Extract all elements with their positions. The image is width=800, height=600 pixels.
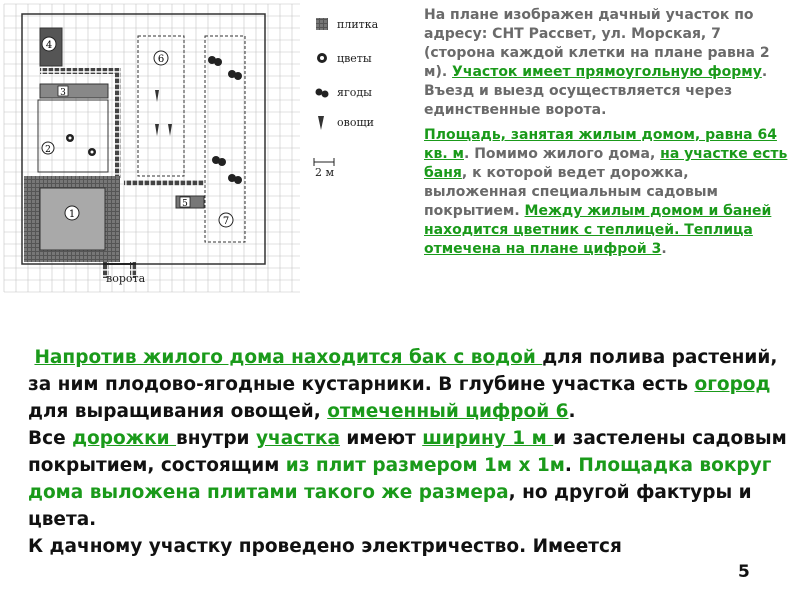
label-6: 6 (157, 54, 165, 65)
page-number: 5 (738, 562, 750, 582)
legend (314, 18, 379, 179)
label-2: 2 (45, 145, 51, 155)
label-3: 3 (60, 88, 66, 98)
legend-scale-label: 2 м (315, 166, 335, 179)
description-paragraph-2: Площадь, занятая жилым домом, равна 64 кв. м. Помимо жилого дома, на участке есть баня, к которой ведет дорожка, выложенная специальным садовым покрытием. Между жилым домом и баней находится цветник с теплицей. Теплица отмечена на плане цифрой 3. (424, 127, 788, 257)
path-right (124, 180, 204, 186)
label-7: 7 (222, 216, 230, 227)
legend-tile-icon (316, 18, 328, 30)
legend-berry-icon (316, 89, 329, 98)
label-4: 4 (45, 40, 53, 51)
main-paragraph: Напротив жилого дома находится бак с водой для полива растений, за ним плодово-ягодные кустарники. В глубине участка есть огород для выращивания овощей, отмеченный цифрой 6. Все дорожки внутри участка имеют ширину 1 м и застелены садовым покрытием, состоящим из плит размером 1м х 1м. Площадка вокруг дома выложена плитами такого же размера, но другой фактуры и цвета. К дачному участку проведено электричество. Имеется (28, 347, 787, 557)
legend-tile-label: плитка (337, 18, 379, 31)
gate-label: ворота (106, 272, 146, 285)
flower-icon (66, 134, 96, 156)
plot-plan (0, 0, 420, 300)
legend-vegetable-icon (318, 116, 324, 130)
legend-berries-label: ягоды (337, 86, 372, 99)
vegetable-icon (155, 90, 172, 136)
legend-flowers-label: цветы (337, 52, 372, 65)
description-paragraph-1: На плане изображен дачный участок по адресу: СНТ Рассвет, ул. Морская, 7 (сторона каждой клетки на плане равна 2 м). Участок имеет прямоугольную форму. Въезд и выезд осуществляется через единственные ворота. (424, 7, 770, 118)
berry-icon (208, 56, 242, 184)
greenhouse (40, 84, 108, 98)
berry-area (205, 36, 245, 242)
description-panel (424, 6, 796, 265)
legend-vegetables-label: овощи (337, 116, 374, 129)
legend-flower-icon (317, 53, 327, 63)
label-5: 5 (182, 199, 188, 209)
label-1: 1 (68, 209, 76, 220)
main-text (28, 344, 788, 560)
path-vertical-left (115, 68, 121, 178)
path-horizontal-top (40, 68, 121, 74)
